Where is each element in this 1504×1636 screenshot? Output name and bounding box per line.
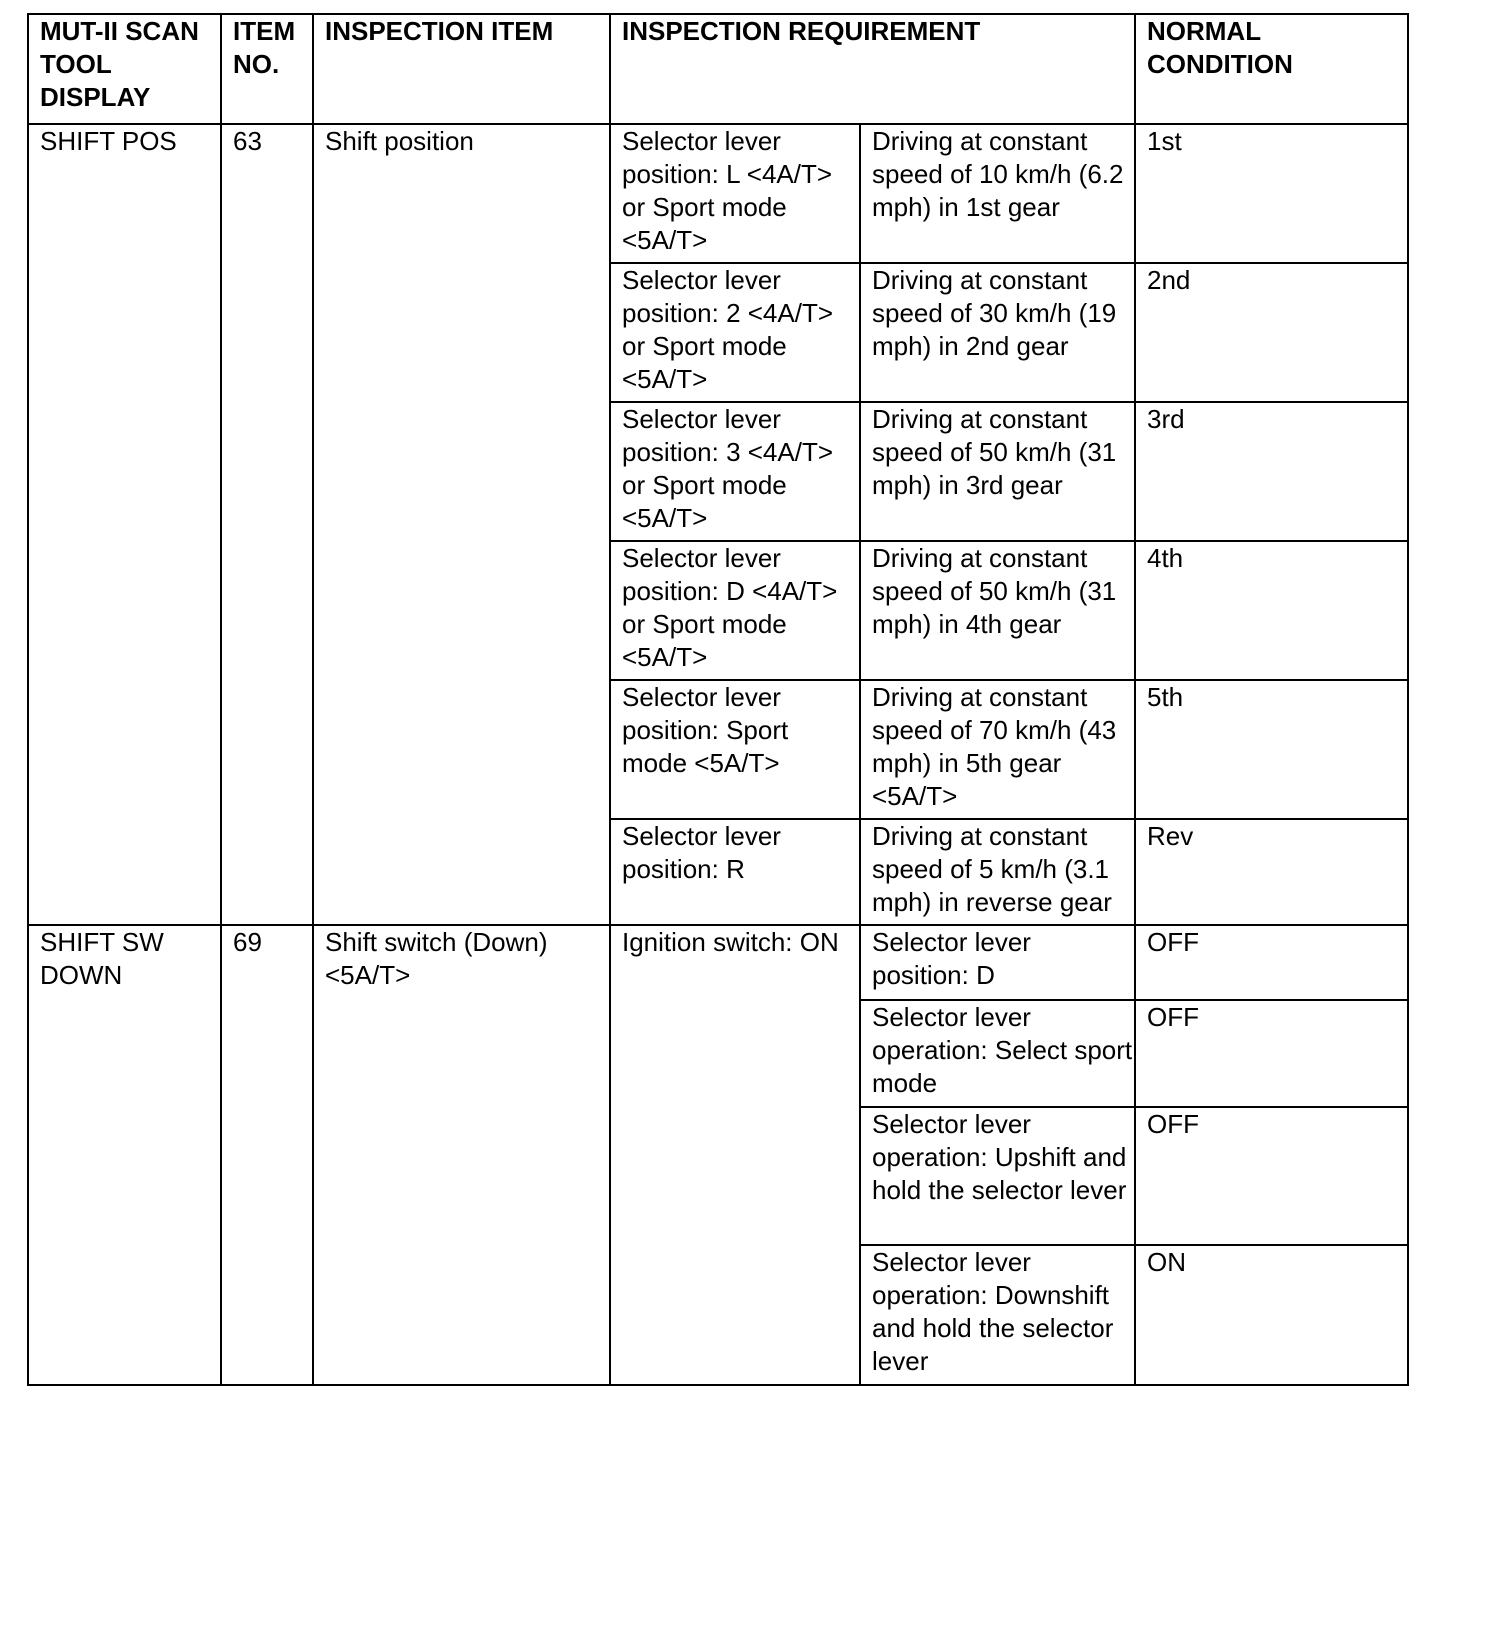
requirement-detail-cell: Selector lever position: D (860, 925, 1135, 1000)
header-normal-condition: NORMAL CONDITION (1135, 14, 1408, 124)
requirement-condition-cell: Selector lever position: 3 <4A/T> or Sport mode <5A/T> (610, 402, 860, 541)
item-no-cell: 63 (221, 124, 313, 925)
header-inspection-requirement: INSPECTION REQUIREMENT (610, 14, 1135, 124)
header-inspection-item: INSPECTION ITEM (313, 14, 610, 124)
requirement-detail-cell: Driving at constant speed of 10 km/h (6.2 mph) in 1st gear (860, 124, 1135, 263)
scan-tool-display-cell: SHIFT POS (28, 124, 221, 925)
inspection-table-sheet (27, 13, 1409, 1386)
normal-condition-cell: ON (1135, 1245, 1408, 1385)
scan-tool-display-cell: SHIFT SW DOWN (28, 925, 221, 1385)
requirement-detail-cell: Driving at constant speed of 50 km/h (31 mph) in 4th gear (860, 541, 1135, 680)
normal-condition-cell: 3rd (1135, 402, 1408, 541)
requirement-detail-cell: Driving at constant speed of 5 km/h (3.1 mph) in reverse gear (860, 819, 1135, 925)
item-no-cell: 69 (221, 925, 313, 1385)
normal-condition-cell: OFF (1135, 1107, 1408, 1245)
requirement-detail-cell: Driving at constant speed of 30 km/h (19 mph) in 2nd gear (860, 263, 1135, 402)
normal-condition-cell: OFF (1135, 925, 1408, 1000)
requirement-condition-cell: Selector lever position: 2 <4A/T> or Sport mode <5A/T> (610, 263, 860, 402)
requirement-condition-cell: Selector lever position: Sport mode <5A/T> (610, 680, 860, 819)
requirement-condition-cell: Ignition switch: ON (610, 925, 860, 1385)
normal-condition-cell: Rev (1135, 819, 1408, 925)
table-row (28, 925, 1408, 1000)
inspection-table (27, 13, 1409, 1386)
requirement-condition-cell: Selector lever position: D <4A/T> or Sport mode <5A/T> (610, 541, 860, 680)
requirement-detail-cell: Selector lever operation: Downshift and hold the selector lever (860, 1245, 1135, 1385)
normal-condition-cell: 4th (1135, 541, 1408, 680)
header-item-no: ITEM NO. (221, 14, 313, 124)
inspection-item-cell: Shift position (313, 124, 610, 925)
requirement-condition-cell: Selector lever position: L <4A/T> or Sport mode <5A/T> (610, 124, 860, 263)
normal-condition-cell: OFF (1135, 1000, 1408, 1107)
header-row (28, 14, 1408, 124)
normal-condition-cell: 1st (1135, 124, 1408, 263)
table-row (28, 124, 1408, 263)
requirement-detail-cell: Driving at constant speed of 70 km/h (43 mph) in 5th gear <5A/T> (860, 680, 1135, 819)
requirement-detail-cell: Selector lever operation: Select sport mode (860, 1000, 1135, 1107)
inspection-item-cell: Shift switch (Down) <5A/T> (313, 925, 610, 1385)
requirement-condition-cell: Selector lever position: R (610, 819, 860, 925)
header-scan-tool-display: MUT-II SCAN TOOL DISPLAY (28, 14, 221, 124)
requirement-detail-cell: Selector lever operation: Upshift and hold the selector lever (860, 1107, 1135, 1245)
requirement-detail-cell: Driving at constant speed of 50 km/h (31 mph) in 3rd gear (860, 402, 1135, 541)
normal-condition-cell: 2nd (1135, 263, 1408, 402)
normal-condition-cell: 5th (1135, 680, 1408, 819)
